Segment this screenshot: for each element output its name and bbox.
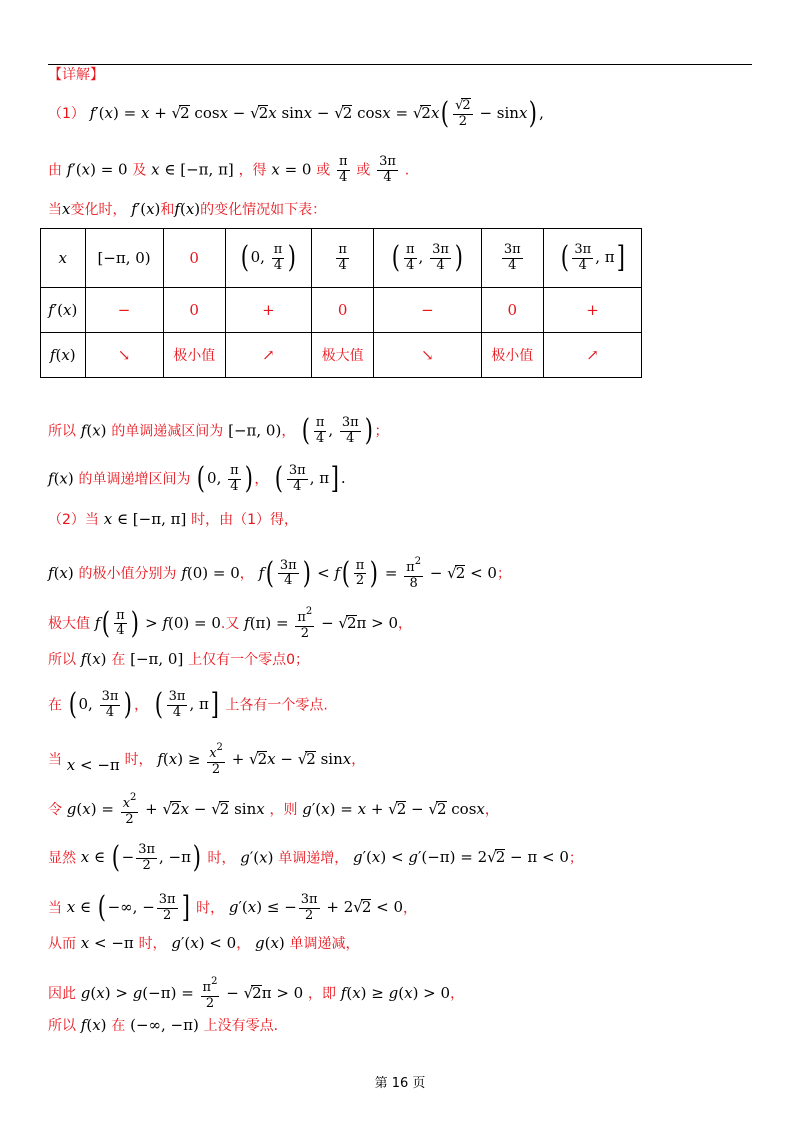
cell-point: 0 xyxy=(163,229,225,288)
cell-extremum: 极大值 xyxy=(311,333,373,378)
g-prime-increasing: 显然 x ∈ ( − $\frac{3\pi}{2}$ , −π) 时， g′(x) 单调递增， g′(x) < g′(−π) = 2√2 − π < 0； xyxy=(48,840,583,876)
zero-point-statement: 所以 f(x) 在 [−π, 0] 上仅有一个零点0； xyxy=(48,650,310,668)
zero-points-intervals: 在 ( 0, $\frac{3\pi}{4}$ ) ， ( $\frac{3\pi}{4}$ , π] 上各有一个零点. xyxy=(48,687,328,723)
cell-extremum: 极小值 xyxy=(481,333,543,378)
page-number: 第 16 页 xyxy=(374,1076,426,1091)
cell-sign: + xyxy=(543,288,641,333)
cell-interval: ( $\frac{\pi}{4}$ , $\frac{3\pi}{4}$ ) xyxy=(374,229,481,288)
table-row xyxy=(41,288,642,333)
variation-table xyxy=(40,228,642,378)
case-x-less-than-neg-pi: 当 x < −π 时， f(x) ≥ $\frac{x^2}{2}$ + √2x − √2 sinx， xyxy=(48,742,366,777)
table-intro: 当x变化时， f′(x)和f(x)的变化情况如下表： xyxy=(48,200,327,218)
section-header: 【详解】 xyxy=(48,67,104,83)
minimum-values: f(x) 的极小值分别为 f(0) = 0， f( $\frac{3\pi}{4}$ ) < f( $\frac{\pi}{2}$ ) = $\frac{\pi^2}{8}$ − √2 < 0； xyxy=(48,555,511,591)
cell-point: $\frac{3\pi}{4}$ xyxy=(481,229,543,288)
cell-sign: 0 xyxy=(163,288,225,333)
cell-trend-down-icon: ↘ xyxy=(374,333,481,378)
cell-trend-up-icon: ↗ xyxy=(543,333,641,378)
row-label-deriv: f′(x) xyxy=(41,288,86,333)
cell-sign: 0 xyxy=(311,288,373,333)
cell-sign: − xyxy=(374,288,481,333)
cell-trend-down-icon: ↘ xyxy=(85,333,163,378)
no-zero-statement: 所以 f(x) 在 (−∞, −π) 上没有零点. xyxy=(48,1016,279,1034)
decreasing-intervals: 所以 f(x) 的单调递减区间为 [−π, 0)， ( $\frac{\pi}{4}$ , $\frac{3\pi}{4}$ ) ； xyxy=(48,413,389,449)
g-decreasing: 从而 x < −π 时， g′(x) < 0， g(x) 单调递减， xyxy=(48,934,360,952)
cell-interval: ( $\frac{3\pi}{4}$ , π] xyxy=(543,229,641,288)
increasing-intervals: f(x) 的单调递增区间为 ( 0, $\frac{\pi}{4}$ ) ， ( $\frac{3\pi}{4}$ , π] . xyxy=(48,461,346,497)
row-label-fx: f(x) xyxy=(41,333,86,378)
g-prime-negative: 当 x ∈ ( −∞, − $\frac{3\pi}{2}$ ] 时， g′(x) ≤ − $\frac{3\pi}{2}$ + 2√2 < 0， xyxy=(48,890,418,926)
row-label-x: x xyxy=(41,229,86,288)
cell-interval: [−π, 0) xyxy=(85,229,163,288)
part2-intro: （2）当 x ∈ [−π, π] 时，由（1）得， xyxy=(48,510,299,528)
cell-extremum: 极小值 xyxy=(163,333,225,378)
cell-sign: + xyxy=(225,288,311,333)
critical-points: 由 f′(x) = 0 及 x ∈ [−π, π] ，得 x = 0 或 $\frac{\pi}{4}$ 或 $\frac{3\pi}{4}$ . xyxy=(48,154,410,185)
part1-derivative: （1） f′(x) = x + √2 cosx − √2x sinx − √2 cosx = √2x( $\frac{√2}{2}$ − sinx) , xyxy=(48,95,544,131)
cell-interval: ( 0, $\frac{\pi}{4}$ ) xyxy=(225,229,311,288)
define-g: 令 g(x) = $\frac{x^2}{2}$ + √2x − √2 sinx ，则 g′(x) = x + √2 − √2 cosx， xyxy=(48,792,499,827)
table-row xyxy=(41,229,642,288)
cell-sign: − xyxy=(85,288,163,333)
cell-sign: 0 xyxy=(481,288,543,333)
header-rule xyxy=(48,64,752,65)
cell-point: $\frac{\pi}{4}$ xyxy=(311,229,373,288)
table-row xyxy=(41,333,642,378)
maximum-value: 极大值 f( $\frac{\pi}{4}$ ) > f(0) = 0.又 f(π) = $\frac{\pi^2}{2}$ − √2π > 0， xyxy=(48,605,413,641)
cell-trend-up-icon: ↗ xyxy=(225,333,311,378)
g-positive: 因此 g(x) > g(−π) = $\frac{\pi^2}{2}$ − √2π > 0 ，即 f(x) ≥ g(x) > 0， xyxy=(48,976,465,1011)
